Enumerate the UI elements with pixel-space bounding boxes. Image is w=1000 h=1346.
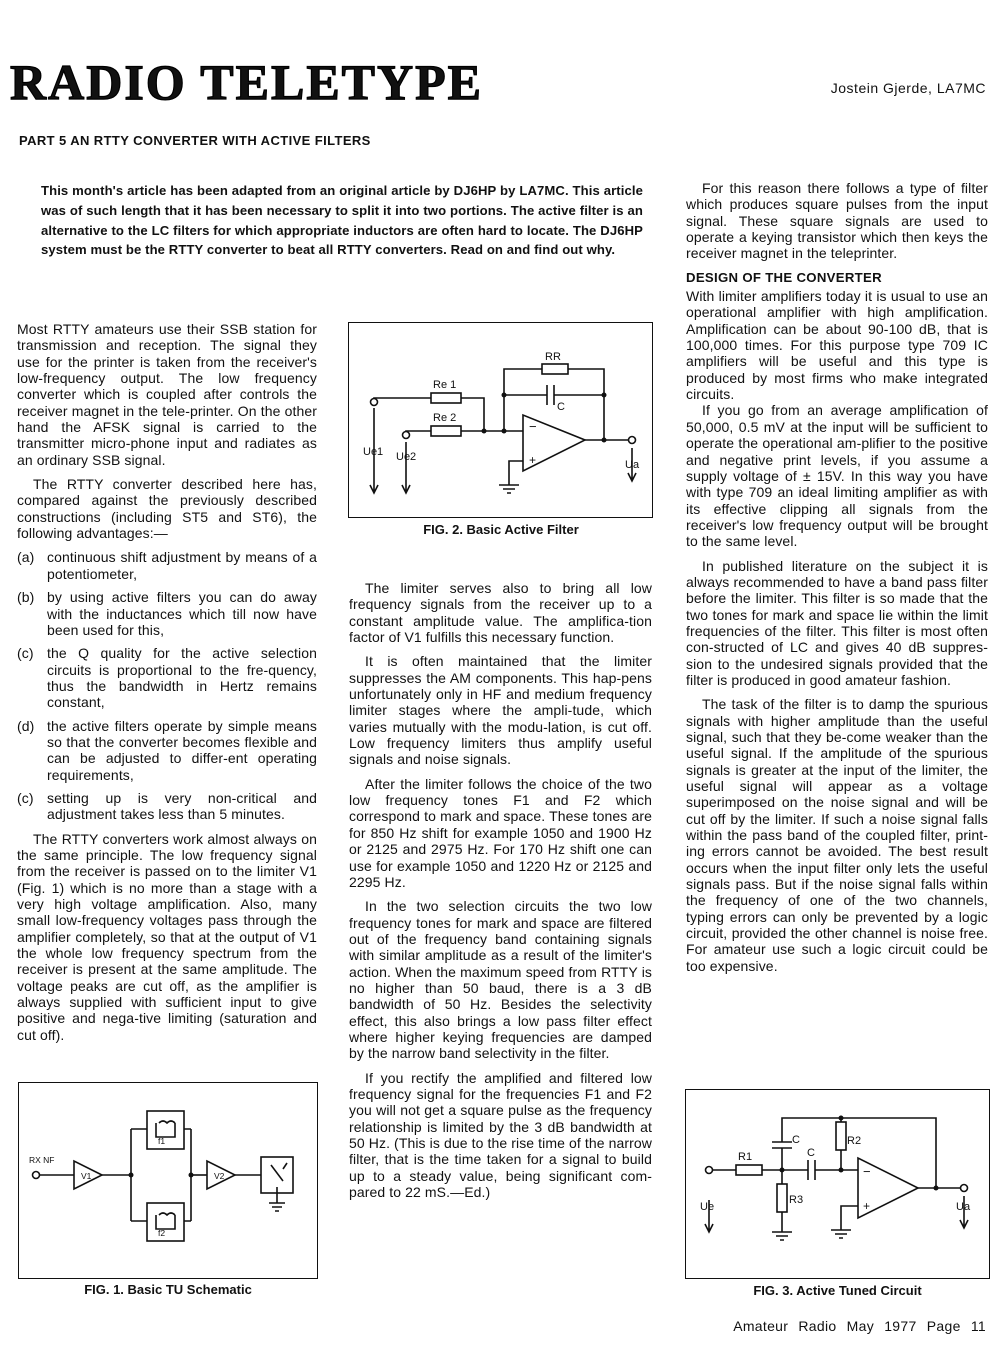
paragraph: After the limiter follows the choice of the two low frequency tones F1 and F2 which correspond to mark and space. These tones are for 850 Hz shift for example 1050 and 1900 Hz or 2125 and 2975 Hz. For 170 Hz shift one can use for example 1050 and 1220 Hz or 2125 and 2295 Hz. bbox=[349, 775, 652, 890]
list-item-text: the active filters operate by simple means so that the converter becomes flexible and can be adjusted to differ-ent operating requirements, bbox=[47, 717, 317, 783]
label-plus: + bbox=[529, 453, 537, 467]
label-minus: − bbox=[529, 419, 537, 434]
paragraph: Most RTTY amateurs use their SSB station for transmission and reception. The signal they use for the printer is taken from the receiver's low-frequency output. The low frequency converter which is coupled after controls the receiver magnet in the tele-printer. On the other hand the AFSK signal is carried to the transmitter micro-phone input and radiates as an ordinary SSB signal. bbox=[17, 321, 317, 468]
masthead-title: RADIO TELETYPE bbox=[10, 54, 484, 110]
paragraph: If you rectify the amplified and filtered low frequency signal for the frequencies F1 and F2 you will not get a square pulse as the frequency relationship is limited by the 3 dB bandwidth at 50 Hz. (This is due to the rise time of the narrow filter, that is the time taken for a signal to build up to a steady value, being significant com-pared to 22 mS.—Ed.) bbox=[349, 1069, 653, 1201]
page-number: Page 11 bbox=[926, 1318, 986, 1334]
figure-3-caption: FIG. 3. Active Tuned Circuit bbox=[753, 1283, 922, 1298]
paragraph: The limiter serves also to bring all low frequency signals from the receiver up to a constant amplitude value. The amplifica-tion factor of V1 fulfills this necessary function. bbox=[349, 580, 652, 646]
label-c: C bbox=[557, 401, 565, 413]
label-v1: V1 bbox=[81, 1171, 92, 1181]
section-heading: DESIGN OF THE CONVERTER bbox=[686, 269, 882, 285]
figure-1-caption: FIG. 1. Basic TU Schematic bbox=[84, 1282, 252, 1297]
list-item bbox=[17, 549, 317, 582]
figure-2-caption: FIG. 2. Basic Active Filter bbox=[423, 522, 579, 537]
label-ue: Ue bbox=[700, 1201, 715, 1213]
label-re1: Re 1 bbox=[433, 379, 457, 391]
tuned-circuit-schematic bbox=[686, 1090, 989, 1278]
figure-1-tu-schematic bbox=[18, 1082, 318, 1279]
label-re2: Re 2 bbox=[433, 412, 457, 424]
page-footer bbox=[733, 1318, 986, 1334]
list-item bbox=[17, 645, 317, 710]
list-item bbox=[17, 790, 317, 823]
list-marker: (b) bbox=[17, 589, 35, 606]
active-filter-schematic bbox=[349, 323, 652, 517]
author-byline: Jostein Gjerde, LA7MC bbox=[830, 80, 986, 96]
lead-paragraph: This month's article has been adapted from an original article by DJ6HP by LA7MC. This article was of such length that it has been necessary to split it into two portions. The active filter is an alternative to the LC filters for which appropriate inductors are often hard to locate. The DJ6HP system must be the RTTY converter to beat all RTTY converters. Read on and find out why. bbox=[41, 183, 643, 258]
label-ua: Ua bbox=[625, 459, 640, 471]
column-2 bbox=[349, 580, 652, 1208]
paragraph: In published literature on the subject it is always recommended to have a band pass filter before the limiter. This filter is so made that the two tones for mark and space lie within the limit frequencies of the filter. This filter is most often con-structed of LC and gives 40 dB suppres-sion to the undesired signals provided that the filter is produced in good amateur fashion. bbox=[686, 557, 988, 688]
label-ua: Ua bbox=[956, 1201, 971, 1213]
figure-2-active-filter bbox=[348, 322, 653, 518]
paragraph: With limiter amplifiers today it is usual to use an operational amplifier with high amplification. Amplification can be about 90-100 dB, that is 100,000 times. For this purpose type 709 IC amplifiers will be useful and this type is produced by most firms who make integrated circuits. bbox=[686, 288, 988, 403]
label-ue1: Ue1 bbox=[363, 446, 384, 458]
label-r1: R1 bbox=[738, 1151, 753, 1163]
label-c2: C bbox=[807, 1147, 815, 1159]
label-plus: + bbox=[863, 1199, 871, 1213]
paragraph: The task of the filter is to damp the spurious signals with higher amplitude than the useful signal, such that they be-come weaker than the useful signal. If the amplitude of the spurious signals is greater at the input of the limiter, the useful signal will appear as a voltage superimposed on the noise signal and will be cut off by the limiter. If such a noise signal falls within the pass band of the coupled filter, print-ing errors cannot be avoided. The best result occurs when the input filter only lets the useful signals pass. But if the noise signal falls within the frequency of one of the two channels, typing errors can only be prevented by a logic circuit, provided the other channel is noise free. For amateur use such a logic circuit could be too expensive. bbox=[686, 696, 988, 974]
paragraph: If you go from an average amplification of 50,000, 0.5 mV at the input will be sufficient to operate the operational am-plifier to the positive and negative print levels, if you assume a supply voltage of ± 15V. In this way you have with type 709 an ideal limiting amplifier as with its effective clipping all signals from the receiver's low frequency output will be brought to the same level. bbox=[686, 402, 988, 550]
figure-3-tuned-circuit bbox=[685, 1089, 990, 1279]
paragraph: The RTTY converters work almost always on the same principle. The low frequency signal from the receiver is passed on to the limiter V1 (Fig. 1) which is no more than a stage with a very high voltage amplification. Also, many small low-frequency voltages pass through the amplifier completely, so that at the output of V1 the whole low frequency spectrum from the receiver is present at the same amplitude. The voltage peaks are cut off, as the amplifier is always supplied with sufficient input to give positive and nega-tive limiting (saturation and cut off). bbox=[17, 830, 317, 1043]
paragraph: In the two selection circuits the two low frequency tones for mark and space are filtered out of the frequency band containing signals with similar amplitude as a result of the limiter's action. When the maximum speed from RTTY is no higher than 50 baud, there is a 3 dB bandwidth of 50 Hz. Besides the selectivity effect, this also brings a low pass filter effect where higher keying frequencies are damped by the narrow band selectivity in the filter. bbox=[349, 898, 652, 1062]
publication-name: Amateur Radio bbox=[733, 1318, 837, 1334]
list-item-text: by using active filters you can do away with the inductances which till now have been used for this, bbox=[47, 589, 317, 638]
label-ue2: Ue2 bbox=[396, 451, 417, 463]
label-c1: C bbox=[792, 1134, 800, 1146]
list-item-text: the Q quality for the active selection circuits is proportional to the fre-quency, thus the bandwidth in Hertz remains constant, bbox=[47, 645, 317, 711]
label-r3: R3 bbox=[789, 1194, 804, 1206]
label-r2: R2 bbox=[847, 1135, 862, 1147]
issue-date: May 1977 bbox=[846, 1318, 917, 1334]
list-item bbox=[17, 718, 317, 783]
label-rr: RR bbox=[545, 351, 561, 363]
list-item-text: setting up is very non-critical and adjustment takes less than 5 minutes. bbox=[47, 789, 317, 823]
list-item bbox=[17, 589, 317, 638]
list-marker: (c) bbox=[17, 645, 34, 662]
label-f2: f2 bbox=[158, 1228, 166, 1238]
part-title: PART 5 AN RTTY CONVERTER WITH ACTIVE FILTERS bbox=[19, 133, 371, 148]
list-item-text: continuous shift adjustment by means of a potentiometer, bbox=[47, 549, 317, 582]
label-rx-nf: RX NF bbox=[29, 1155, 55, 1165]
label-f1: f1 bbox=[158, 1136, 166, 1146]
paragraph: For this reason there follows a type of filter which produces square pulses from the input signal. These square signals are used to operate a keying transistor which then keys the receiver magnet in the teleprinter. bbox=[686, 180, 988, 262]
list-marker: (d) bbox=[17, 717, 35, 734]
advantages-list bbox=[17, 549, 317, 822]
column-3 bbox=[686, 180, 988, 982]
column-1 bbox=[17, 321, 317, 1051]
list-marker: (c) bbox=[17, 789, 34, 806]
label-v2: V2 bbox=[214, 1171, 225, 1181]
list-marker: (a) bbox=[17, 549, 35, 566]
paragraph: The RTTY converter described here has, compared against the previously described constructions (including ST5 and ST6), the following advantages:— bbox=[17, 476, 317, 542]
label-minus: − bbox=[863, 1164, 871, 1179]
paragraph: It is often maintained that the limiter suppresses the AM components. This hap-pens unfortunately only in HF and medium frequency limiter stages where the ampli-tude, which varies mutually with the modu-lation, is cut off. Low frequency limiters thus amplify useful signals and noise signals. bbox=[349, 653, 652, 768]
tu-schematic bbox=[19, 1083, 317, 1278]
